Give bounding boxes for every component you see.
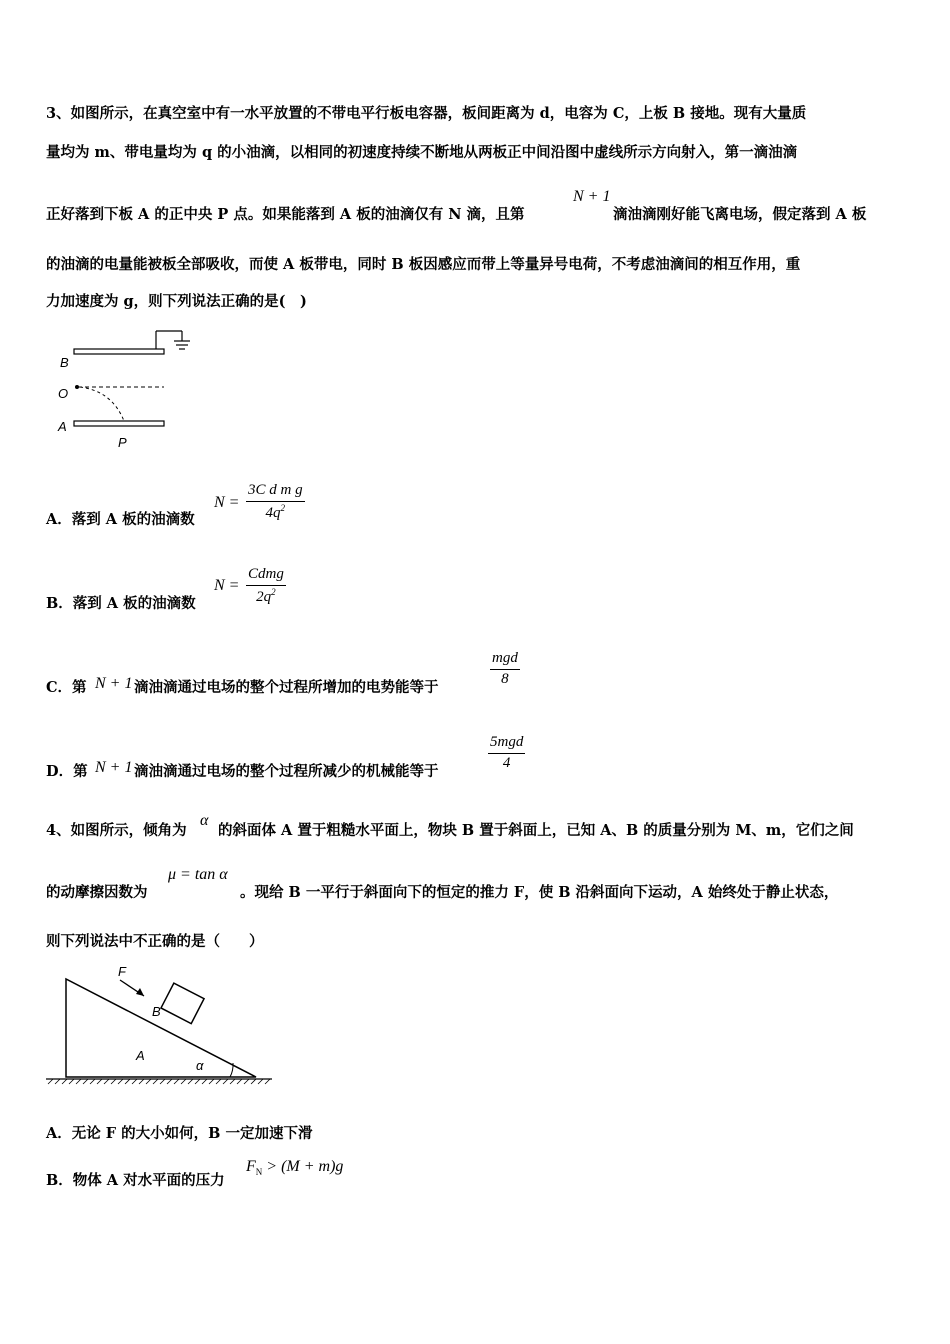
q3-option-d-fraction [488, 734, 525, 772]
label-f: F [118, 964, 126, 979]
q3-option-d-math: N + 1 [95, 759, 133, 776]
fraction-numerator: Cdmg [246, 566, 286, 586]
fraction-denominator: 8 [501, 671, 509, 687]
fraction-numerator: 3C d m g [246, 482, 305, 502]
inequality: > (M + m)g [262, 1158, 344, 1175]
q4-line-1b: 的斜面体 A 置于粗糙水平面上，物块 B 置于斜面上，已知 A、B 的质量分别为 M、m，它们之间 [218, 822, 854, 839]
denominator-base: 2q [256, 589, 272, 605]
q4-incline-figure [44, 962, 284, 1092]
fraction-numerator: mgd [490, 650, 520, 670]
fraction-denominator: 4 [502, 755, 511, 771]
q3-line-3b: 滴油滴刚好能飞离电场，假定落到 A 板 [613, 206, 867, 223]
q3-option-a-lhs: N = [214, 494, 240, 511]
q3-line-1: 3、如图所示，在真空室中有一水平放置的不带电平行板电容器，板间距离为 d，电容为 C，上板 B 接地。现有大量质 [46, 105, 807, 122]
q4-option-a: A．无论 F 的大小如何，B 一定加速下滑 [46, 1125, 313, 1142]
force-subscript: N [255, 1167, 263, 1178]
plate-b [74, 349, 164, 354]
q3-option-c-text: 滴油滴通过电场的整个过程所增加的电势能等于 [134, 679, 439, 696]
q4-line-2a: 的动摩擦因数为 [46, 884, 148, 901]
q3-capacitor-figure [50, 325, 210, 455]
q3-option-c-fraction [490, 650, 520, 688]
label-alpha: α [196, 1058, 204, 1073]
q3-option-a: A．落到 A 板的油滴数 [46, 511, 195, 528]
q3-line-4: 的油滴的电量能被板全部吸收，而使 A 板带电，同时 B 板因感应而带上等量异号电荷，不考虑油滴间的相互作用，重 [46, 256, 801, 273]
label-a: A [58, 419, 67, 434]
q3-option-a-fraction [246, 482, 305, 522]
q3-option-c-math: N + 1 [95, 675, 133, 692]
label-o: O [58, 386, 69, 401]
q4-line-3: 则下列说法中不正确的是（ ） [46, 933, 264, 950]
label-wedge-a: A [136, 1048, 145, 1063]
block-b [161, 983, 204, 1023]
label-block-b: B [152, 1004, 161, 1019]
fraction-denominator [246, 586, 286, 606]
q3-line-2: 量均为 m、带电量均为 q 的小油滴，以相同的初速度持续不断地从两板正中间沿图中虚线所示方向射入，第一滴油滴 [46, 144, 798, 161]
fraction-numerator: 5mgd [488, 734, 525, 754]
q4-option-b: B．物体 A 对水平面的压力 [46, 1172, 225, 1189]
ground-icon [174, 341, 190, 349]
q3-option-b-lhs: N = [214, 577, 240, 594]
q3-line-3a: 正好落到下板 A 的正中央 P 点。如果能落到 A 板的油滴仅有 N 滴，且第 [46, 206, 525, 223]
q3-line-3-math: N + 1 [573, 188, 611, 205]
label-b: B [60, 355, 69, 370]
wedge-a [66, 979, 256, 1077]
q4-line-2b: 。现给 B 一平行于斜面向下的恒定的推力 F，使 B 沿斜面向下运动，A 始终处于静止状态， [240, 884, 839, 901]
fraction-denominator [246, 502, 305, 522]
force-symbol: F [246, 1158, 256, 1175]
q3-option-d-text: 滴油滴通过电场的整个过程所减少的机械能等于 [134, 763, 439, 780]
label-p: P [118, 435, 127, 450]
q3-option-c-prefix: C．第 [46, 679, 87, 696]
q4-line-1-math: α [200, 812, 209, 829]
q3-line-5: 力加速度为 g，则下列说法正确的是( ) [46, 293, 307, 310]
q4-option-b-math [246, 1158, 343, 1177]
q3-option-b-fraction [246, 566, 286, 606]
plate-a [74, 421, 164, 426]
q4-line-1a: 4、如图所示，倾角为 [46, 822, 187, 839]
denominator-exponent: 2 [280, 503, 286, 513]
denominator-exponent: 2 [271, 587, 276, 597]
force-arrow-icon [120, 980, 144, 996]
q4-line-2-math: μ = tan α [168, 866, 228, 883]
q3-option-b: B．落到 A 板的油滴数 [46, 595, 196, 612]
q3-option-d-prefix: D．第 [46, 763, 88, 780]
denominator-base: 4q [265, 505, 281, 521]
